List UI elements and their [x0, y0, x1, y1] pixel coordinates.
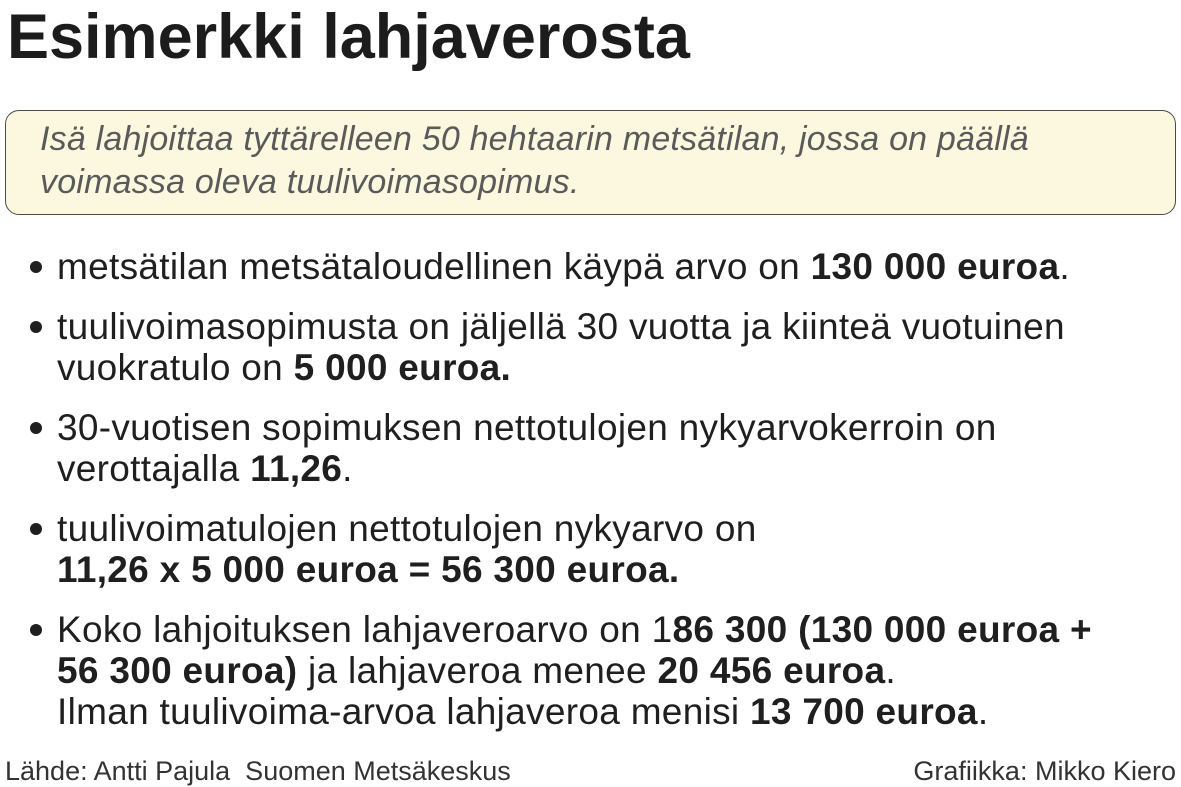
- fact-line: [57, 691, 1092, 732]
- fact-highlight: 11,26 x 5 000 euroa = 56 300 euroa.: [57, 549, 680, 590]
- intro-line: Isä lahjoittaa tyttärelleen 50 hehtaarin metsätilan, jossa on päällä: [40, 120, 1029, 158]
- bullet-dot-icon: [30, 422, 42, 434]
- fact-highlight: 20 456 euroa: [657, 650, 886, 691]
- fact-line: [57, 347, 1092, 388]
- fact-line: [57, 508, 1092, 549]
- fact-text: metsätilan metsätaloudellinen käypä arvo on: [57, 246, 811, 287]
- fact-text: tuulivoimatulojen nettotulojen nykyarvo on: [57, 508, 757, 549]
- fact-highlight: 56 300 euroa): [57, 650, 298, 691]
- page-title: Esimerkki lahjaverosta: [7, 2, 690, 72]
- fact-highlight: 5 000 euroa.: [293, 347, 512, 388]
- fact-item: [57, 508, 1092, 590]
- fact-text: Koko lahjoituksen lahjaveroarvo on 1: [57, 609, 673, 650]
- fact-text: Ilman tuulivoima-arvoa lahjaveroa menisi: [57, 691, 750, 732]
- fact-item: [57, 306, 1092, 388]
- fact-text: tuulivoimasopimusta on jäljellä 30 vuotta ja kiinteä vuotuinen: [57, 306, 1065, 347]
- bullet-dot-icon: [30, 261, 42, 273]
- fact-item: [57, 246, 1092, 287]
- fact-highlight: 130 000 euroa: [810, 246, 1060, 287]
- graphics-credit: Grafiikka: Mikko Kiero: [913, 756, 1176, 786]
- fact-item: [57, 407, 1092, 489]
- fact-line: [57, 306, 1092, 347]
- fact-text: .: [885, 650, 896, 691]
- fact-line: [57, 549, 1092, 590]
- bullet-dot-icon: [30, 321, 42, 333]
- fact-line: [57, 650, 1092, 691]
- fact-text: ja lahjaveroa menee: [297, 650, 658, 691]
- fact-text: verottajalla: [57, 448, 251, 489]
- fact-list: [57, 246, 1092, 732]
- fact-text: .: [1059, 246, 1070, 287]
- fact-line: [57, 407, 1092, 448]
- fact-text: 30-vuotisen sopimuksen nettotulojen nykyarvokerroin on: [57, 407, 997, 448]
- bullet-dot-icon: [30, 624, 42, 636]
- fact-highlight: 11,26: [250, 448, 343, 489]
- bullet-dot-icon: [30, 523, 42, 535]
- fact-highlight: 86 300 (130 000 euroa +: [672, 609, 1092, 650]
- fact-line: [57, 609, 1092, 650]
- fact-line: [57, 448, 1092, 489]
- fact-text: .: [342, 448, 353, 489]
- fact-line: [57, 246, 1092, 287]
- fact-highlight: 13 700 euroa: [750, 691, 978, 732]
- intro-box: [5, 110, 1176, 215]
- fact-item: [57, 609, 1092, 732]
- source-credit: Lähde: Antti Pajula Suomen Metsäkeskus: [5, 756, 511, 786]
- fact-text: vuokratulo on: [57, 347, 294, 388]
- intro-line: voimassa oleva tuulivoimasopimus.: [40, 163, 580, 201]
- fact-text: .: [977, 691, 989, 732]
